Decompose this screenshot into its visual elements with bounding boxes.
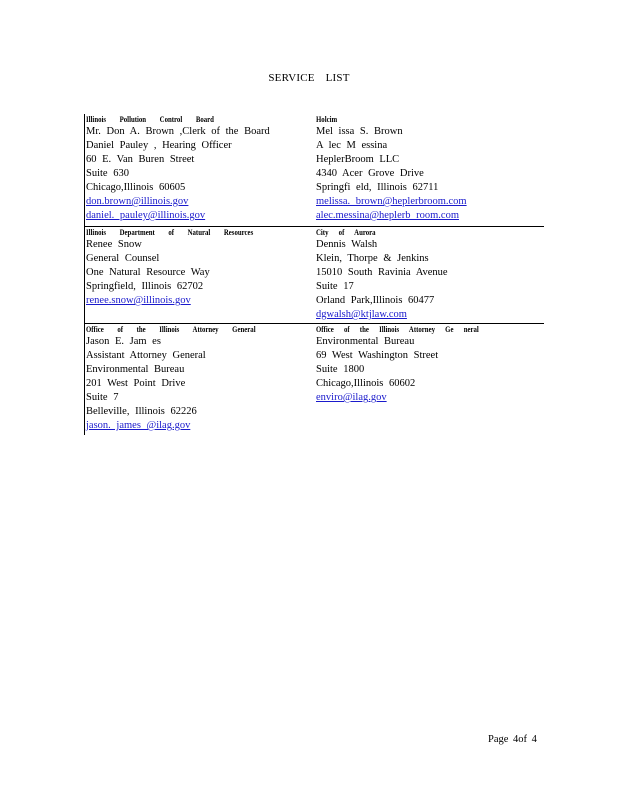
contact-city-of-aurora	[314, 227, 544, 323]
page-number: Page 4of 4	[488, 734, 537, 745]
contact-line: 60 E. Van Buren Street	[86, 154, 195, 165]
page-title: SERVICE LIST	[268, 72, 350, 84]
contact-line: Suite 630	[86, 168, 129, 179]
contact-line: 201 West Point Drive	[86, 378, 186, 389]
email-link[interactable]: daniel. pauley@illinois.gov	[86, 210, 206, 221]
contact-line: HeplerBroom LLC	[316, 154, 400, 165]
contact-attorney-general-belleville	[84, 324, 314, 436]
contact-line: Renee Snow	[86, 239, 142, 250]
contact-holcim	[314, 114, 544, 226]
contact-line: Suite 1800	[316, 364, 365, 375]
service-list-table	[84, 114, 544, 436]
contact-line: Environmental Bureau	[316, 336, 415, 347]
org-heading: Illinois Department of Natural Resources	[86, 228, 254, 237]
contact-line: Jason E. Jam es	[86, 336, 161, 347]
contact-line: Dennis Walsh	[316, 239, 378, 250]
email-link[interactable]: enviro@ilag.gov	[316, 392, 387, 403]
service-row-3	[84, 324, 544, 436]
email-link[interactable]: dgwalsh@ktjlaw.com	[316, 309, 407, 320]
email-link[interactable]: alec.messina@heplerb room.com	[316, 210, 459, 221]
contact-line: Orland Park,Illinois 60477	[316, 295, 435, 306]
contact-illinois-dnr	[84, 227, 314, 323]
contact-line: One Natural Resource Way	[86, 267, 210, 278]
email-link[interactable]: don.brown@illinois.gov	[86, 196, 189, 207]
contact-line: General Counsel	[86, 253, 160, 264]
contact-attorney-general-chicago	[314, 324, 544, 436]
contact-line: 15010 South Ravinia Avenue	[316, 267, 448, 278]
contact-illinois-pollution-control-board	[84, 114, 314, 226]
contact-line: Suite 17	[316, 281, 354, 292]
org-heading: Office of the Illinois Attorney General	[86, 325, 256, 334]
contact-line: Chicago,Illinois 60602	[316, 378, 416, 389]
org-heading: Office of the Illinois Attorney Ge neral	[316, 325, 479, 334]
contact-line: Springfield, Illinois 62702	[86, 281, 204, 292]
org-heading: Illinois Pollution Control Board	[86, 115, 214, 124]
service-row-1	[84, 114, 544, 227]
email-link[interactable]: renee.snow@illinois.gov	[86, 295, 191, 306]
contact-line: Belleville, Illinois 62226	[86, 406, 197, 417]
email-link[interactable]: jason. james @ilag.gov	[86, 420, 191, 431]
contact-line: Environmental Bureau	[86, 364, 185, 375]
contact-line: Daniel Pauley , Hearing Officer	[86, 140, 232, 151]
contact-line: A lec M essina	[316, 140, 388, 151]
contact-line: Klein, Thorpe & Jenkins	[316, 253, 429, 264]
contact-line: 69 West Washington Street	[316, 350, 439, 361]
contact-line: Mr. Don A. Brown ,Clerk of the Board	[86, 126, 270, 137]
contact-line: Springfi eld, Illinois 62711	[316, 182, 439, 193]
contact-line: Mel issa S. Brown	[316, 126, 403, 137]
contact-line: Chicago,Illinois 60605	[86, 182, 186, 193]
contact-line: Suite 7	[86, 392, 119, 403]
org-heading: City of Aurora	[316, 228, 376, 237]
contact-line: 4340 Acer Grove Drive	[316, 168, 424, 179]
contact-line: Assistant Attorney General	[86, 350, 206, 361]
service-row-2	[84, 227, 544, 324]
org-heading: Holcim	[316, 115, 338, 124]
email-link[interactable]: melissa. brown@heplerbroom.com	[316, 196, 467, 207]
